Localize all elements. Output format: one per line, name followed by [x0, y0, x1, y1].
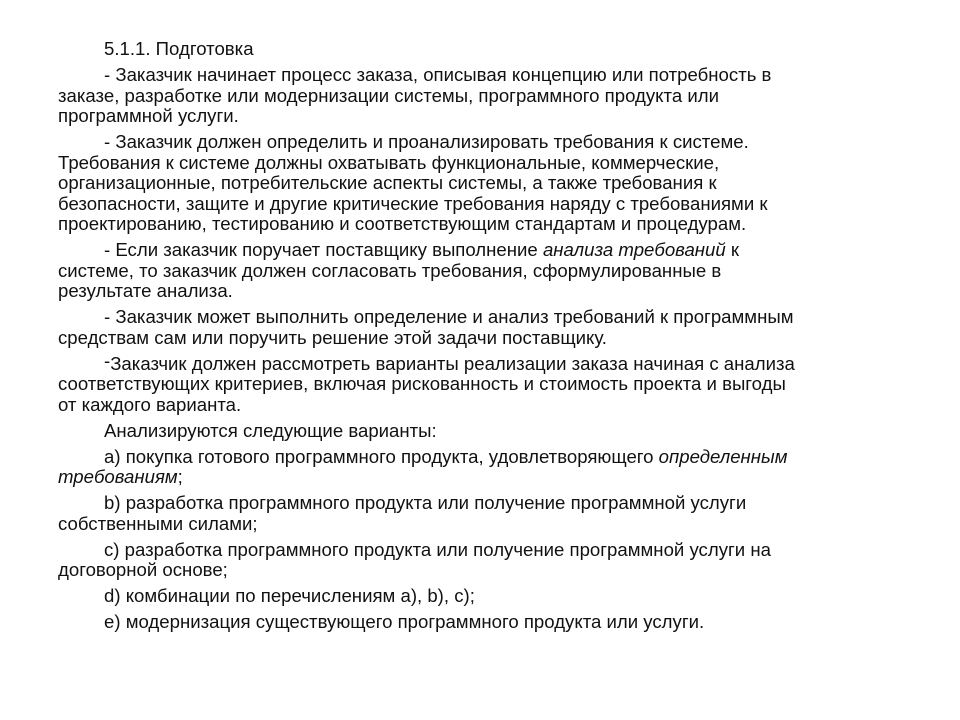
option-line: договорной основе;	[58, 559, 228, 580]
option-line	[58, 447, 908, 468]
paragraph-3	[58, 240, 908, 302]
section-title: 5.1.1. Подготовка	[104, 38, 254, 59]
paragraph-line	[58, 240, 908, 261]
option-line	[58, 467, 908, 488]
paragraph-line: соответствующих критериев, включая рискованность и стоимость проекта и выгоды	[58, 373, 786, 394]
text-run: Заказчик должен рассмотреть варианты реализации заказа начиная с анализа	[110, 352, 795, 374]
paragraph-line	[58, 349, 908, 375]
paragraph-1	[58, 65, 908, 127]
option-line: c) разработка программного продукта или получение программной услуги на	[104, 538, 771, 560]
text-run: a) покупка готового программного продукта, удовлетворяющего	[104, 445, 659, 467]
text-run: - Если заказчик поручает поставщику выполнение	[104, 239, 543, 260]
bullet-dash: -	[104, 349, 111, 371]
options-intro-text: Анализируются следующие варианты:	[104, 419, 437, 441]
paragraph-line: - Заказчик начинает процесс заказа, описывая концепцию или потребность в	[104, 64, 772, 85]
option-c	[58, 540, 908, 581]
emphasis-text: требованиям	[58, 466, 178, 487]
paragraph-line: заказе, разработке или модернизации системы, программного продукта или	[58, 84, 719, 106]
paragraph-line: организационные, потребительские аспекты системы, а также требования к	[58, 172, 717, 193]
text-run: ;	[177, 466, 183, 487]
paragraph-line: проектированию, тестированию и соответствующим стандартам и процедурам.	[58, 213, 747, 234]
paragraph-line: средствам сам или поручить решение этой задачи поставщику.	[58, 326, 607, 348]
section-heading	[58, 39, 908, 60]
paragraph-line: - Заказчик может выполнить определение и анализ требований к программным	[104, 306, 794, 327]
option-d	[58, 586, 908, 607]
paragraph-line: от каждого варианта.	[58, 393, 242, 415]
paragraph-line: - Заказчик должен определить и проанализировать требования к системе.	[104, 131, 749, 152]
option-line: b) разработка программного продукта или получение программной услуги	[104, 492, 747, 513]
document-body	[58, 39, 908, 633]
paragraph-2	[58, 132, 908, 235]
text-run: к	[725, 239, 740, 260]
option-b	[58, 493, 908, 534]
paragraph-4	[58, 307, 908, 348]
option-a	[58, 447, 908, 488]
paragraph-line: системе, то заказчик должен согласовать требования, сформулированные в	[58, 259, 722, 281]
option-line: собственными силами;	[58, 512, 258, 534]
paragraph-line: безопасности, защите и другие критические требования наряду с требованиями к	[58, 192, 768, 214]
paragraph-line: Требования к системе должны охватывать функциональные, коммерческие,	[58, 151, 720, 173]
emphasis-text: анализа требований	[542, 239, 726, 260]
emphasis-text: определенным	[658, 445, 788, 467]
options-intro	[58, 421, 908, 442]
paragraph-line: результате анализа.	[58, 280, 233, 301]
option-line: e) модернизация существующего программного продукта или услуги.	[104, 611, 705, 632]
paragraph-line: программной услуги.	[58, 105, 239, 126]
paragraph-5	[58, 349, 908, 416]
option-line: d) комбинации по перечислениям a), b), c);	[104, 585, 475, 606]
option-e	[58, 612, 908, 633]
